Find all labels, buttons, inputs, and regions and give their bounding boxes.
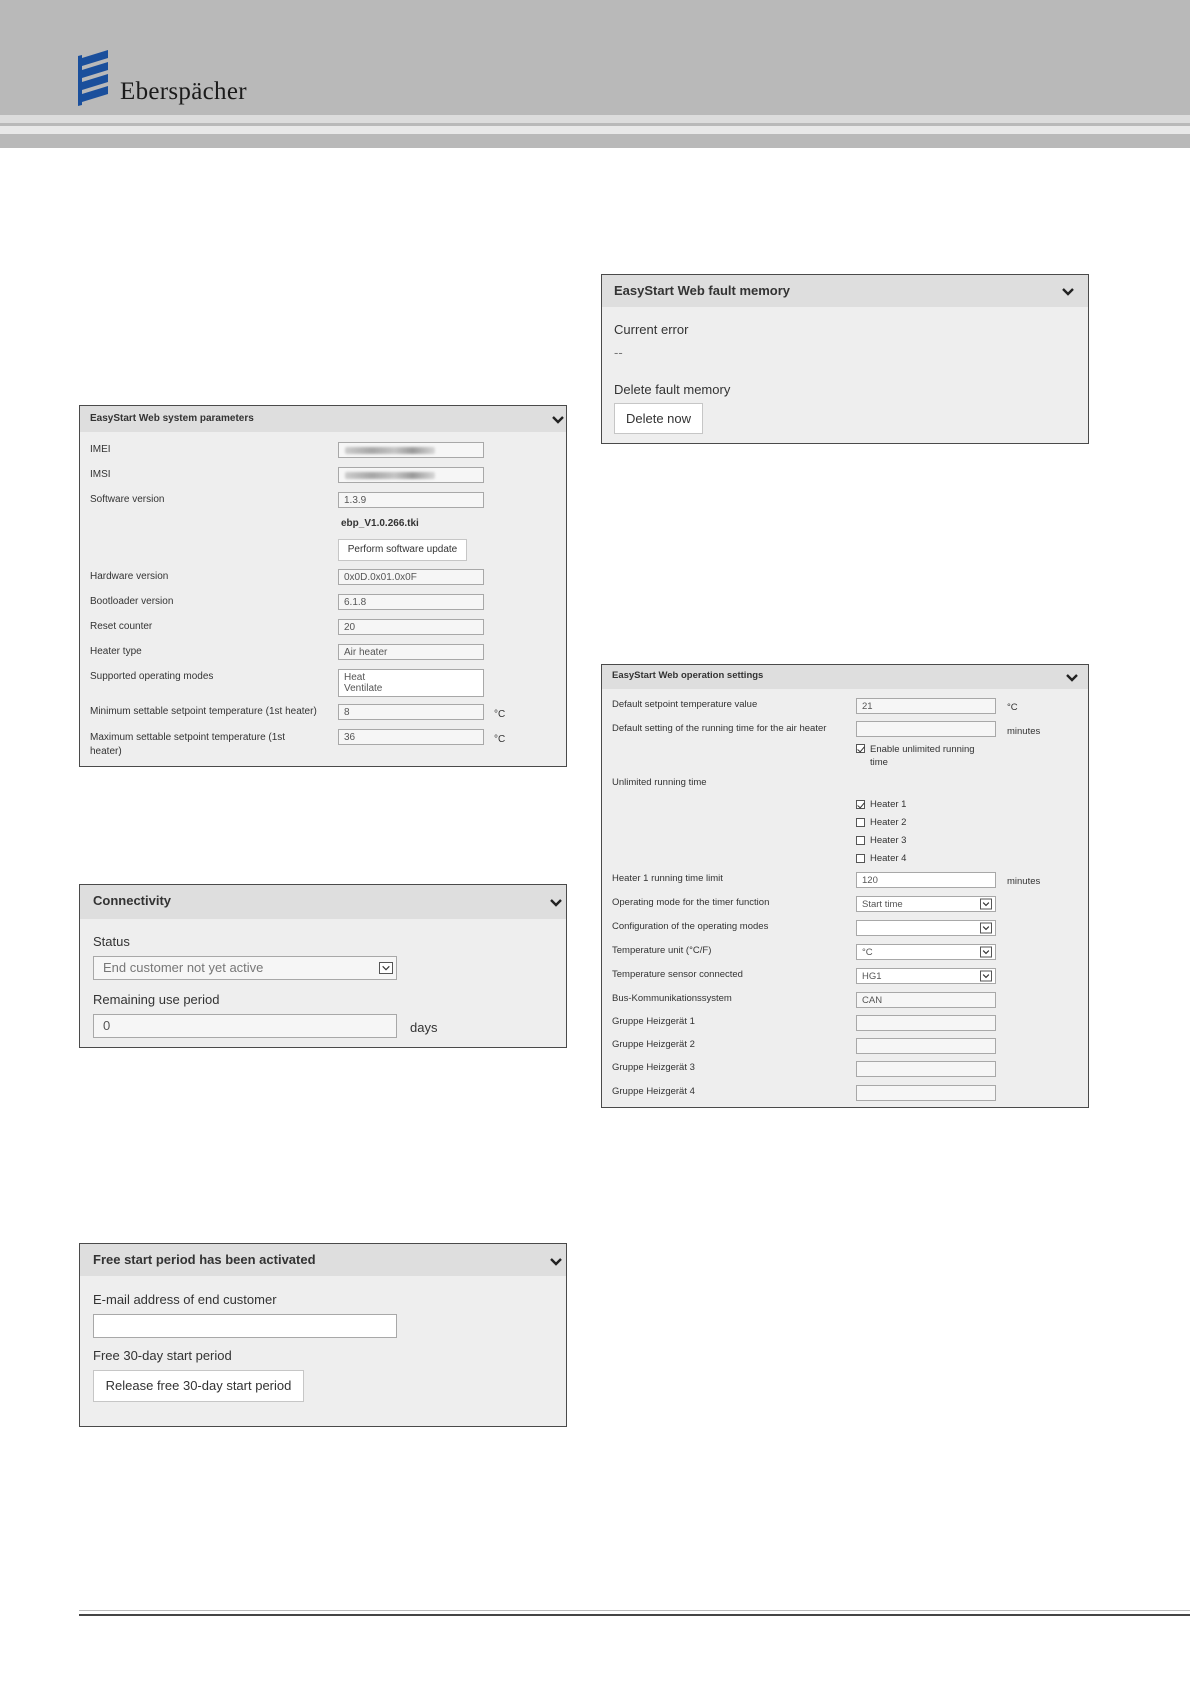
redacted-value [345, 472, 435, 479]
heater1-limit-label: Heater 1 running time limit [612, 873, 723, 884]
heater-1-label: Heater 1 [870, 799, 907, 810]
fault-memory-header[interactable] [602, 275, 1088, 307]
bootloader-version-label: Bootloader version [90, 596, 174, 607]
heater1-limit-input[interactable]: 120 [856, 872, 996, 888]
operation-settings-header[interactable] [602, 665, 1088, 689]
chevron-down-icon[interactable] [1066, 674, 1078, 682]
panel-title: EasyStart Web operation settings [612, 670, 764, 681]
panel-title: Free start period has been activated [93, 1252, 316, 1267]
group-heater-2-label: Gruppe Heizgerät 2 [612, 1039, 695, 1050]
email-input[interactable] [93, 1314, 397, 1338]
min-setpoint-label: Minimum settable setpoint temperature (1st heater) [90, 706, 317, 717]
hardware-version-field: 0x0D.0x01.0x0F [338, 569, 484, 585]
fault-memory-panel [601, 274, 1089, 444]
max-setpoint-label: Maximum settable setpoint temperature (1st heater) [90, 732, 286, 757]
group-heater-3-field [856, 1061, 996, 1077]
update-file-name: ebp_V1.0.266.tki [341, 518, 419, 529]
supported-modes-list[interactable] [338, 669, 484, 697]
bus-label: Bus-Kommunikationssystem [612, 993, 732, 1004]
operation-settings-panel [601, 664, 1089, 1108]
default-setpoint-input[interactable]: 21 [856, 698, 996, 714]
imsi-field [338, 467, 484, 483]
release-free-period-button[interactable]: Release free 30-day start period [93, 1370, 304, 1402]
imsi-label: IMSI [90, 469, 111, 480]
imei-field [338, 442, 484, 458]
heater-type-field: Air heater [338, 644, 484, 660]
temp-unit-label: Temperature unit (°C/F) [612, 945, 712, 956]
reset-counter-field: 20 [338, 619, 484, 635]
eberspacher-logo-icon [78, 50, 114, 108]
sensor-label: Temperature sensor connected [612, 969, 743, 980]
hardware-version-label: Hardware version [90, 571, 169, 582]
dropdown-arrow-icon[interactable] [980, 971, 992, 982]
status-select[interactable]: End customer not yet active [93, 956, 397, 980]
unlimited-running-label: Unlimited running time [612, 777, 707, 788]
panel-title: EasyStart Web system parameters [90, 413, 254, 424]
dropdown-arrow-icon[interactable] [379, 962, 393, 974]
config-modes-select[interactable] [856, 920, 996, 936]
system-parameters-panel [79, 405, 567, 767]
footer-divider [79, 1610, 1190, 1611]
unit-label: °C [494, 734, 506, 745]
current-error-value: -- [614, 345, 623, 360]
minutes-unit: minutes [1007, 876, 1041, 887]
config-modes-label: Configuration of the operating modes [612, 921, 769, 932]
heater-4-checkbox[interactable] [856, 854, 865, 863]
software-version-label: Software version [90, 494, 165, 505]
imei-label: IMEI [90, 444, 111, 455]
timer-mode-label: Operating mode for the timer function [612, 897, 770, 908]
temp-unit-select[interactable]: °C [856, 944, 996, 960]
delete-fault-memory-label: Delete fault memory [614, 382, 731, 397]
mode-option[interactable]: Ventilate [344, 683, 383, 694]
heater-2-checkbox[interactable] [856, 818, 865, 827]
heater-3-checkbox[interactable] [856, 836, 865, 845]
chevron-down-icon[interactable] [552, 416, 564, 424]
unlimited-running-checkbox[interactable] [856, 744, 865, 753]
panel-title: EasyStart Web fault memory [614, 283, 791, 298]
perform-software-update-button[interactable]: Perform software update [338, 539, 467, 561]
sensor-select[interactable]: HG1 [856, 968, 996, 984]
bootloader-version-field: 6.1.8 [338, 594, 484, 610]
chevron-down-icon[interactable] [1062, 288, 1074, 296]
supported-modes-label: Supported operating modes [90, 671, 214, 682]
redacted-value [345, 447, 435, 454]
group-heater-2-field [856, 1038, 996, 1054]
dropdown-arrow-icon[interactable] [980, 947, 992, 958]
reset-counter-label: Reset counter [90, 621, 153, 632]
mode-option[interactable]: Heat [344, 672, 366, 683]
current-error-label: Current error [614, 322, 689, 337]
delete-now-button[interactable]: Delete now [614, 403, 703, 434]
group-heater-4-field [856, 1085, 996, 1101]
header-stripe [0, 115, 1190, 123]
running-time-label: Default setting of the running time for the air heater [612, 723, 827, 734]
heater-2-label: Heater 2 [870, 817, 907, 828]
remaining-period-label: Remaining use period [93, 992, 220, 1007]
unit-label: °C [494, 709, 506, 720]
default-setpoint-label: Default setpoint temperature value [612, 699, 758, 710]
unlimited-running-checkbox-label: Enable unlimited running time [870, 744, 975, 768]
days-unit: days [410, 1020, 438, 1035]
heater-4-label: Heater 4 [870, 853, 907, 864]
page-header [0, 0, 1190, 148]
dropdown-arrow-icon[interactable] [980, 923, 992, 934]
timer-mode-select[interactable]: Start time [856, 896, 996, 912]
heater-3-label: Heater 3 [870, 835, 907, 846]
minutes-unit: minutes [1007, 726, 1041, 737]
software-version-field: 1.3.9 [338, 492, 484, 508]
unit-label: °C [1007, 702, 1018, 713]
free-period-label: Free 30-day start period [93, 1348, 232, 1363]
group-heater-4-label: Gruppe Heizgerät 4 [612, 1086, 695, 1097]
status-label: Status [93, 934, 130, 949]
group-heater-1-label: Gruppe Heizgerät 1 [612, 1016, 695, 1027]
header-stripe [0, 126, 1190, 134]
panel-title: Connectivity [93, 893, 172, 908]
connectivity-panel [79, 884, 567, 1048]
free-start-panel [79, 1243, 567, 1427]
group-heater-1-field [856, 1015, 996, 1031]
email-label: E-mail address of end customer [93, 1292, 277, 1307]
dropdown-arrow-icon[interactable] [980, 899, 992, 910]
remaining-period-field: 0 [93, 1014, 397, 1038]
running-time-input[interactable] [856, 721, 996, 737]
chevron-down-icon[interactable] [550, 899, 562, 907]
heater-type-label: Heater type [90, 646, 142, 657]
chevron-down-icon[interactable] [550, 1258, 562, 1266]
free-start-header[interactable] [80, 1244, 566, 1276]
max-setpoint-field: 36 [338, 729, 484, 745]
group-heater-3-label: Gruppe Heizgerät 3 [612, 1062, 695, 1073]
system-parameters-header[interactable] [80, 406, 566, 432]
bus-field: CAN [856, 992, 996, 1008]
heater-1-checkbox[interactable] [856, 800, 865, 809]
connectivity-header[interactable] [80, 885, 566, 919]
min-setpoint-field: 8 [338, 704, 484, 720]
brand-name: Eberspächer [120, 78, 247, 105]
footer-divider [79, 1614, 1190, 1616]
